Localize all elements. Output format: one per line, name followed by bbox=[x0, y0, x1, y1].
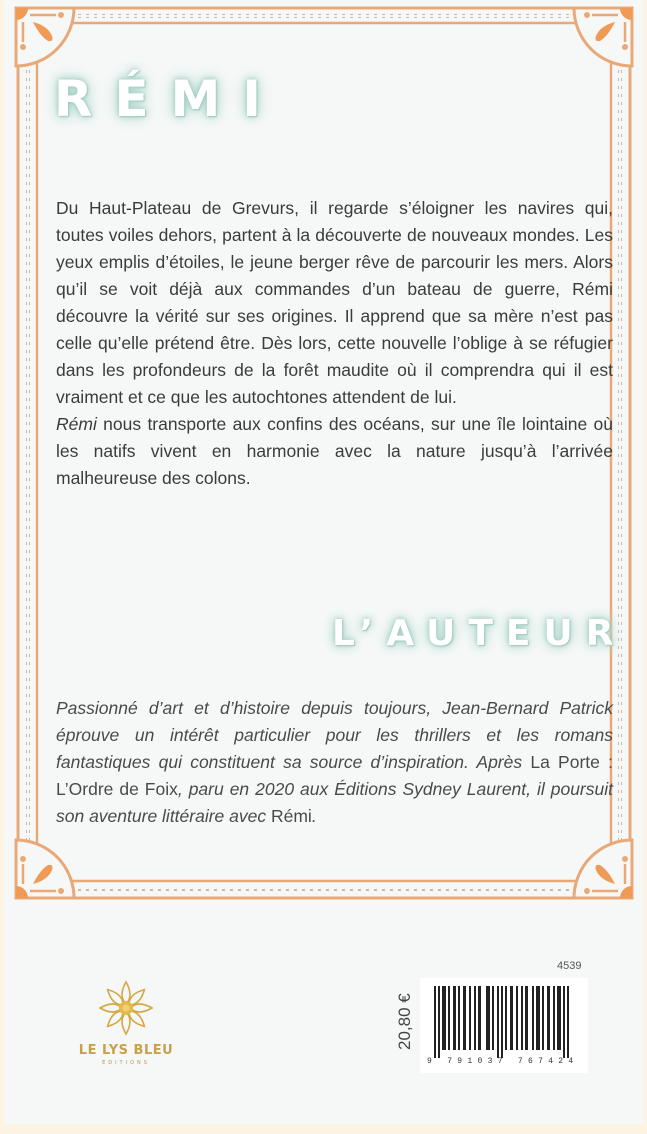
current-book-title: Rémi bbox=[270, 806, 312, 826]
product-code: 4539 bbox=[557, 960, 582, 972]
price: 20,80 € bbox=[395, 993, 414, 1050]
publisher-name: LE LYS BLEU bbox=[78, 1043, 174, 1058]
corner-ornament-bl bbox=[16, 840, 74, 898]
previous-book-title: La Porte : L’Ordre de Foix bbox=[56, 752, 613, 799]
author-heading: L’AUTEUR bbox=[332, 613, 627, 654]
synopsis-paragraph-2 bbox=[56, 411, 613, 492]
corner-ornament-tl bbox=[16, 8, 74, 66]
author-bio bbox=[56, 695, 613, 830]
author-bio-part-2: , paru en 2020 aux Éditions Sydney Laurent, il poursuit son aventure littéraire avec bbox=[56, 779, 613, 826]
publisher-subtitle: ÉDITIONS bbox=[102, 1060, 150, 1066]
corner-ornament-br bbox=[574, 840, 632, 898]
publisher-logo bbox=[76, 980, 176, 1066]
author-bio-part-1: Passionné d’art et d’histoire depuis toujours, Jean-Bernard Patrick éprouve un intérêt particulier pour les thrillers et les romans fantastiques qui constituent sa source d’inspiration. Après bbox=[56, 698, 613, 772]
synopsis bbox=[56, 195, 613, 492]
corner-ornament-tr bbox=[574, 8, 632, 66]
synopsis-paragraph-1: Du Haut-Plateau de Grevurs, il regarde s’éloigner les navires qui, toutes voiles dehors, partent à la découverte de nouveaux mondes. Les yeux emplis d’étoiles, le jeune berger rêve de parcourir les mers. Alors qu’il se voit déjà aux commandes d’un bateau de guerre, Rémi découvre la vérité sur ses origines. Il apprend que sa mère n’est pas celle qu’elle prétend être. Dès lors, cette nouvelle l’oblige à se réfugier dans les profondeurs de la forêt maudite où il comprendra qui il est vraiment et ce que les autochtones attendent de lui. bbox=[56, 198, 613, 407]
author-bio-part-3: . bbox=[311, 806, 317, 826]
synopsis-book-title: Rémi bbox=[56, 414, 97, 434]
book-title: RÉMI bbox=[54, 70, 284, 128]
isbn-digits: 9 791037 767424 bbox=[427, 1057, 579, 1066]
lotus-flower-icon bbox=[98, 980, 154, 1036]
back-cover bbox=[4, 0, 643, 1124]
synopsis-paragraph-2-text: nous transporte aux confins des océans, sur une île lointaine où les natifs vivent en harmonie avec la nature jusqu’à l’arrivée malheureuse des colons. bbox=[56, 414, 613, 488]
